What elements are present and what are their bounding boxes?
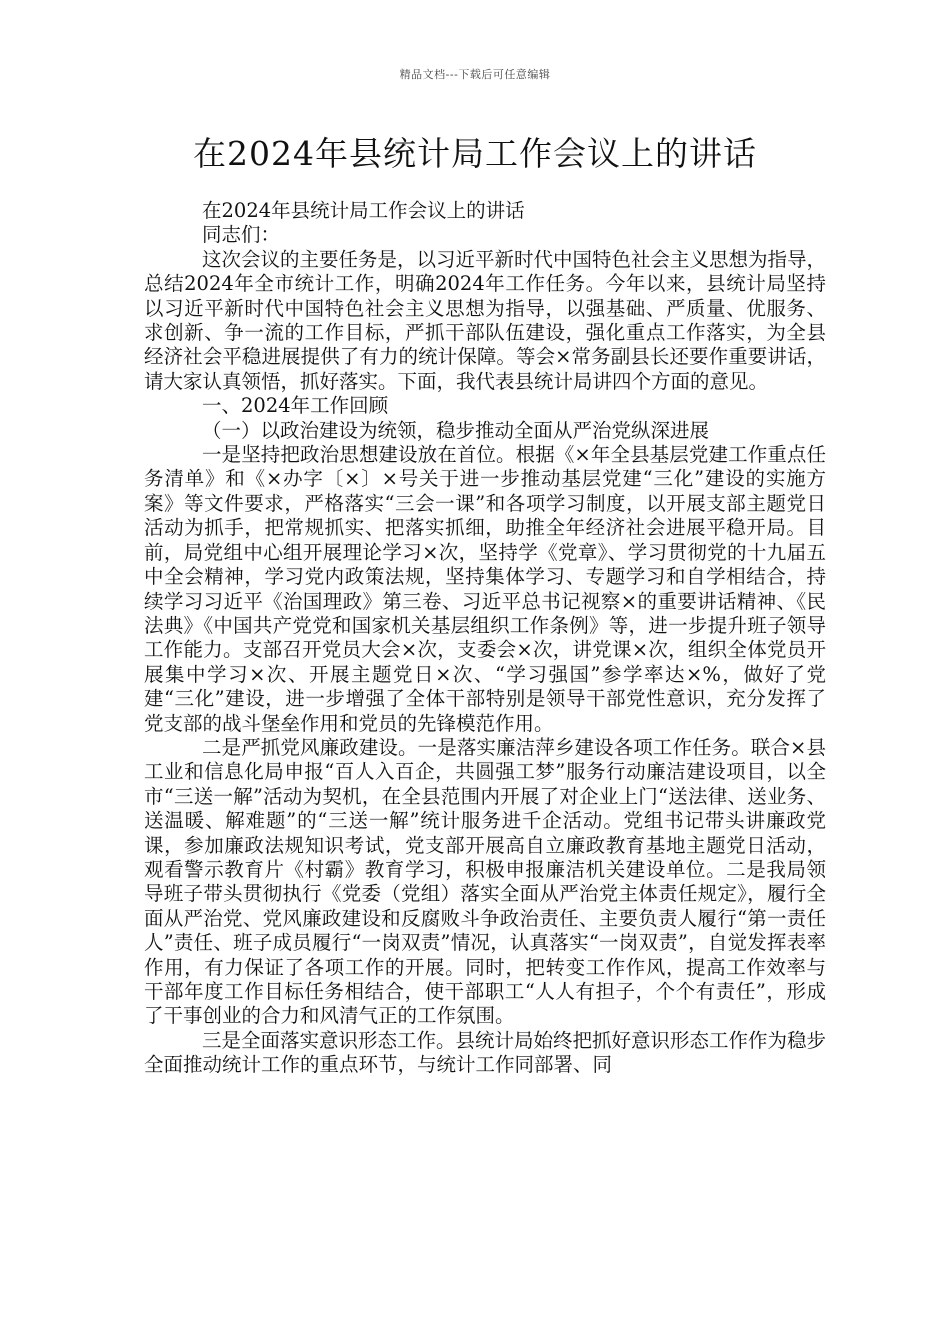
page-title: 在2024年县统计局工作会议上的讲话 [193,134,757,173]
body-paragraph: 一是坚持把政治思想建设放在首位。根据《×年全县基层党建工作重点任务清单》和《×办字〔×〕×号关于进一步推动基层党建“三化”建设的实施方案》等文件要求，严格落实“三会一课”和各项学习制度，以开展支部主题党日活动为抓手，把常规抓实、把落实抓细，助推全年经济社会进展平稳开局。目前，局党组中心组开展理论学习×次，坚持学《党章》、学习贯彻党的十九届五中全会精神，学习党内政策法规，坚持集体学习、专题学习和自学相结合，持续学习习近平《治国理政》第三卷、习近平总书记视察×的重要讲话精神、《民法典》《中国共产党党和国家机关基层组织工作条例》等，进一步提升班子领导工作能力。支部召开党员大会×次，支委会×次，讲党课×次，组织全体党员开展集中学习×次、开展主题党日×次、“学习强国”参学率达×%，做好了党建“三化”建设，进一步增强了全体干部特别是领导干部党性意识，充分发挥了党支部的战斗堡垒作用和党员的先锋模范作用。 [144,443,826,735]
body-paragraph: 三是全面落实意识形态工作。县统计局始终把抓好意识形态工作作为稳步全面推动统计工作的重点环节，与统计工作同部署、同 [144,1028,827,1077]
body-paragraph: 二是严抓党风廉政建设。一是落实廉洁萍乡建设各项工作任务。联合×县工业和信息化局申报“百人入百企，共圆强工梦”服务行动廉洁建设项目，以全市“三送一解”活动为契机，在全县范围内开展了对企业上门“送法律、送业务、送温暖、解难题”的“三送一解”统计服务进千企活动。党组书记带头讲廉政党课，参加廉政法规知识考试，党支部开展高自立廉政教育基地主题党日活动，观看警示教育片《村霸》教育学习，积极申报廉洁机关建设单位。二是我局领导班子带头贯彻执行《党委（党组）落实全面从严治党主体责任规定》，履行全面从严治党、党风廉政建设和反腐败斗争政治责任、主要负责人履行“第一责任人”责任、班子成员履行“一岗双责”情况，认真落实“一岗双责”，自觉发挥表率作用，有力保证了各项工作的开展。同时，把转变工作作风，提高工作效率与干部年度工作目标任务相结合，使干部职工“人人有担子，个个有责任”，形成了干事创业的合力和风清气正的工作氛围。 [144,735,826,1028]
subtitle-paragraph: 在2024年县统计局工作会议上的讲话 [202,199,525,222]
intro-paragraph: 这次会议的主要任务是，以习近平新时代中国特色社会主义思想为指导，总结2024年全市统计工作，明确2024年工作任务。今年以来，县统计局坚持以习近平新时代中国特色社会主义思想为指导，以强基础、严质量、优服务、求创新、争一流的工作目标，严抓干部队伍建设，强化重点工作落实，为全县经济社会平稳进展提供了有力的统计保障。等会×常务副县长还要作重要讲话，请大家认真领悟，抓好落实。下面，我代表县统计局讲四个方面的意见。 [144,247,827,393]
document-body [144,199,826,1078]
header-note: 精品文档---下载后可任意编辑 [399,68,551,81]
salutation-paragraph: 同志们： [202,223,281,247]
section-heading: 一、2024年工作回顾 [202,394,389,418]
subsection-heading: （一）以政治建设为统领，稳步推动全面从严治党纵深进展 [202,418,710,442]
